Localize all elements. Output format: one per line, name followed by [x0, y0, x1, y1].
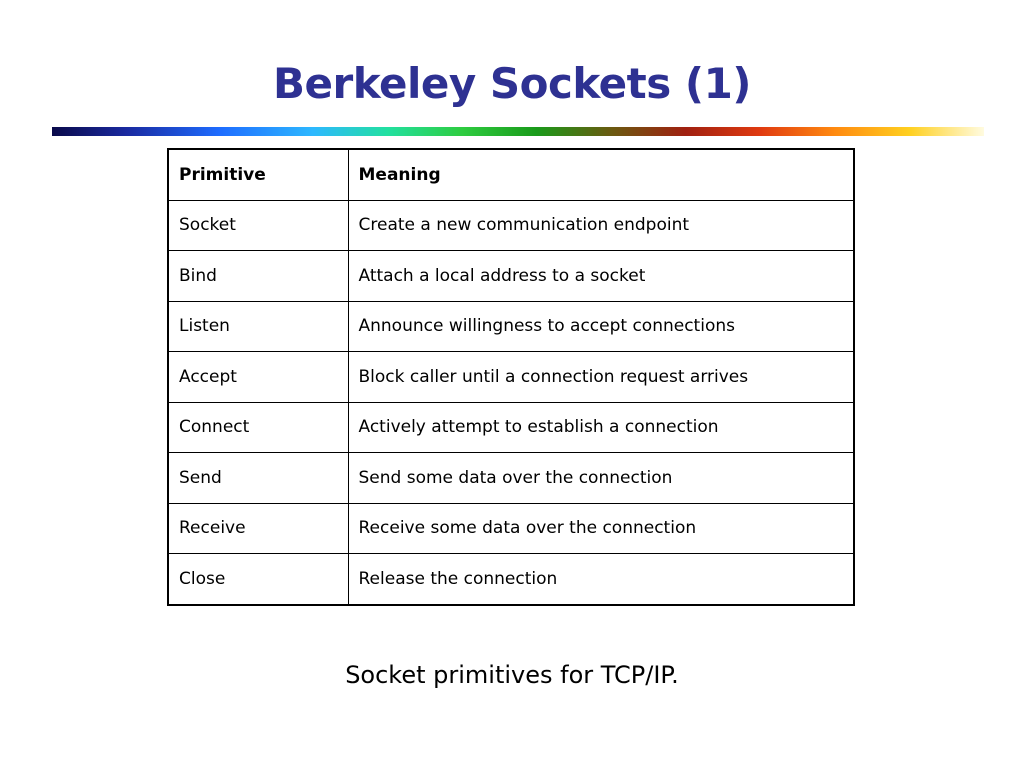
primitive-cell: Send: [168, 453, 348, 504]
meaning-cell: Block caller until a connection request arrives: [348, 352, 854, 403]
meaning-cell: Release the connection: [348, 554, 854, 605]
header-meaning: Meaning: [348, 149, 854, 200]
meaning-cell: Send some data over the connection: [348, 453, 854, 504]
table-row: [168, 503, 854, 554]
table-row: [168, 301, 854, 352]
table-header-row: [168, 149, 854, 200]
title-underline-gradient-bar: [52, 127, 984, 136]
primitive-cell: Socket: [168, 200, 348, 251]
primitive-cell: Bind: [168, 251, 348, 302]
slide-title: Berkeley Sockets (1): [273, 59, 751, 108]
meaning-cell: Create a new communication endpoint: [348, 200, 854, 251]
slide-caption: Socket primitives for TCP/IP.: [345, 661, 679, 689]
meaning-cell: Actively attempt to establish a connection: [348, 402, 854, 453]
table-row: [168, 402, 854, 453]
meaning-cell: Attach a local address to a socket: [348, 251, 854, 302]
meaning-cell: Announce willingness to accept connections: [348, 301, 854, 352]
primitive-cell: Connect: [168, 402, 348, 453]
primitives-table-container: [167, 148, 853, 606]
primitive-cell: Accept: [168, 352, 348, 403]
table-row: [168, 352, 854, 403]
primitive-cell: Listen: [168, 301, 348, 352]
meaning-cell: Receive some data over the connection: [348, 503, 854, 554]
table-row: [168, 200, 854, 251]
primitive-cell: Receive: [168, 503, 348, 554]
header-primitive: Primitive: [168, 149, 348, 200]
table-row: [168, 554, 854, 605]
table-row: [168, 453, 854, 504]
table-row: [168, 251, 854, 302]
primitive-cell: Close: [168, 554, 348, 605]
primitives-table: [167, 148, 855, 606]
